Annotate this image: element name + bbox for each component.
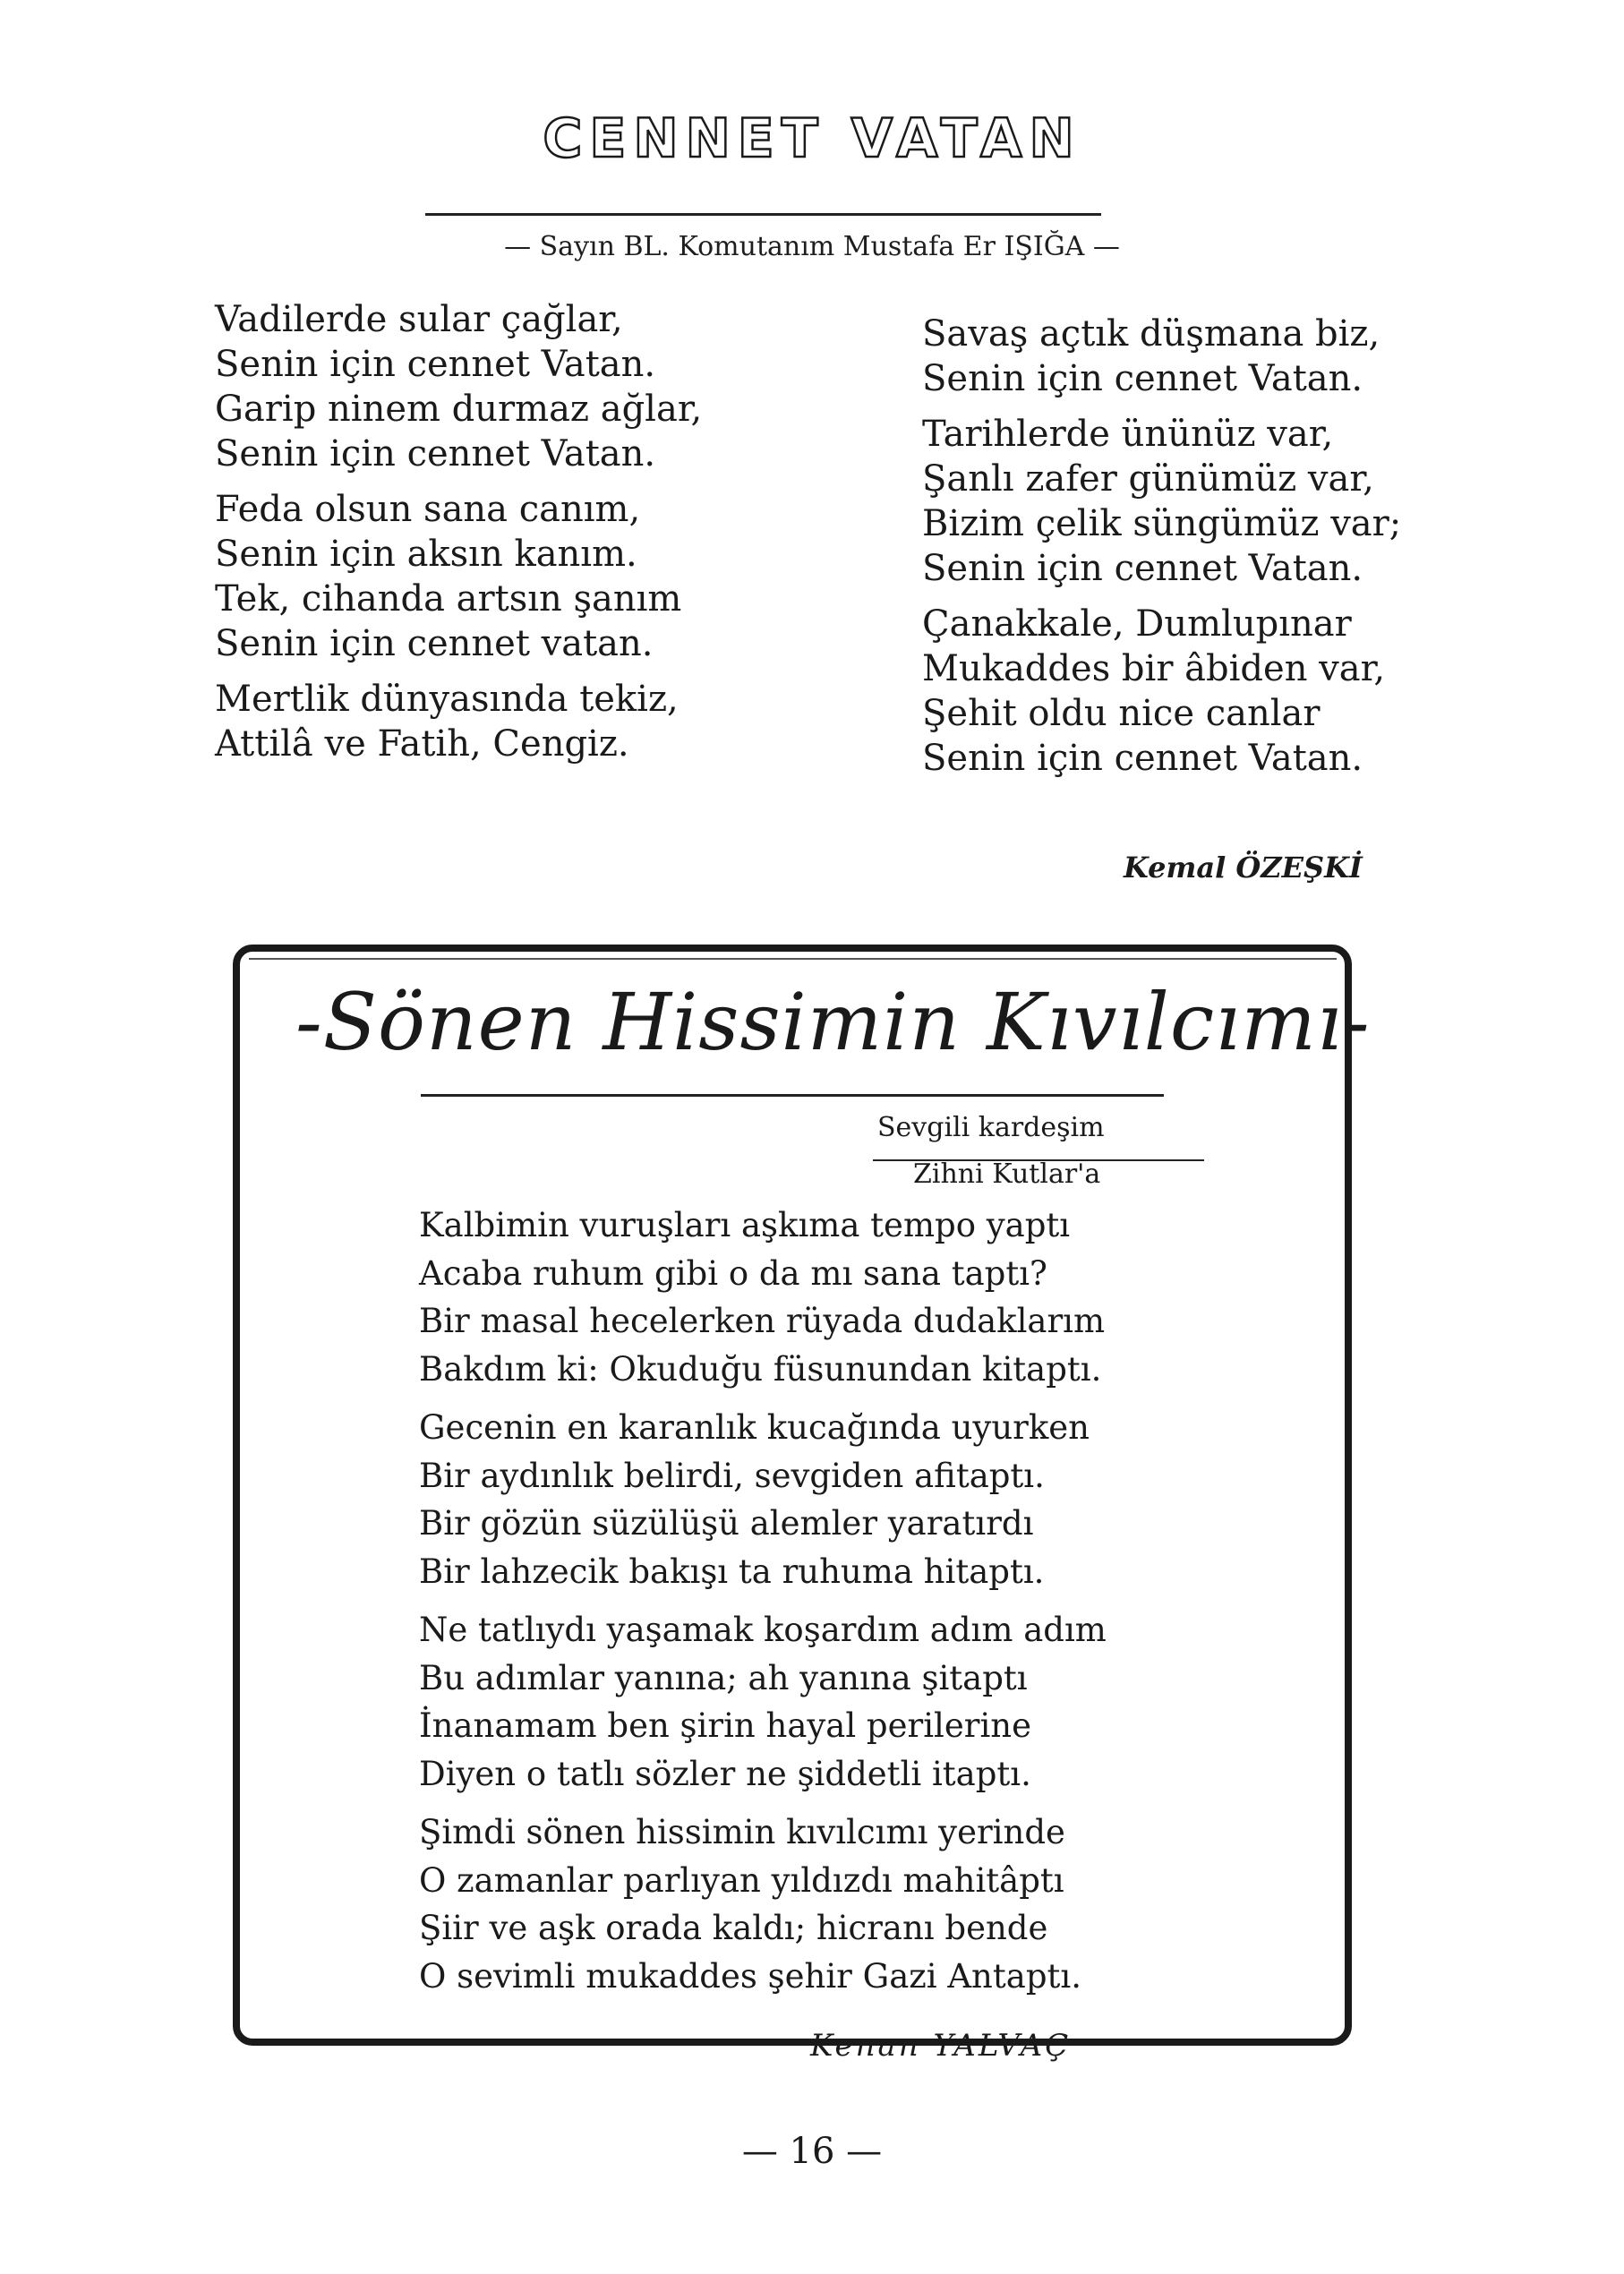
dedication-divider — [873, 1159, 1204, 1161]
verse-line: O zamanlar parlıyan yıldızdı mahitâptı — [419, 1860, 1064, 1900]
stanza — [922, 412, 1401, 591]
verse-line: Mukaddes bir âbiden var, — [922, 648, 1386, 689]
stanza — [419, 1606, 1107, 1798]
verse-line: Bir lahzecik bakışı ta ruhuma hitaptı. — [419, 1552, 1045, 1591]
verse-line: Senin için aksın kanım. — [215, 534, 637, 575]
poem-dedication — [877, 1105, 1105, 1198]
verse-line: Çanakkale, Dumlupınar — [922, 603, 1352, 645]
stanza — [215, 487, 702, 666]
title-divider — [425, 213, 1101, 216]
verse-line: Şehit oldu nice canlar — [922, 693, 1321, 734]
verse-line: Şanlı zafer günümüz var, — [922, 458, 1374, 500]
dedication-line: Sevgili kardeşim — [877, 1112, 1105, 1143]
stanza — [419, 1404, 1107, 1595]
dedication-line: Zihni Kutlar'a — [913, 1158, 1101, 1190]
stanza — [419, 1808, 1107, 2000]
verse-line: Feda olsun sana canım, — [215, 489, 641, 530]
framed-poem-body — [419, 1201, 1107, 2011]
verse-line: Garip ninem durmaz ağlar, — [215, 389, 703, 430]
poem-title-cennet-vatan: CENNET VATAN — [543, 107, 1081, 170]
poem-author: Kenan YALVAÇ — [810, 2028, 1072, 2064]
verse-line: İnanamam ben şirin hayal perilerine — [419, 1706, 1032, 1745]
verse-line: Bu adımlar yanına; ah yanına şitaptı — [419, 1658, 1028, 1697]
verse-line: O sevimli mukaddes şehir Gazi Antaptı. — [419, 1956, 1081, 1996]
verse-line: Diyen o tatlı sözler ne şiddetli itaptı. — [419, 1754, 1031, 1793]
verse-line: Senin için cennet Vatan. — [215, 344, 656, 385]
verse-line: Bir masal hecelerken rüyada dudaklarım — [419, 1302, 1106, 1340]
stanza — [922, 602, 1401, 781]
title-divider — [421, 1094, 1164, 1097]
verse-line: Bir gözün süzülüşü alemler yaratırdı — [419, 1504, 1034, 1543]
verse-line: Şimdi sönen hissimin kıvılcımı yerinde — [419, 1813, 1065, 1851]
page-number: — 16 — — [741, 2131, 883, 2172]
verse-line: Ne tatlıydı yaşamak koşardım adım adım — [419, 1611, 1107, 1649]
verse-line: Savaş açtık düşmana biz, — [922, 313, 1380, 355]
verse-line: Attilâ ve Fatih, Cengiz. — [215, 723, 629, 765]
verse-line: Senin için cennet Vatan. — [922, 358, 1363, 399]
stanza — [922, 312, 1401, 401]
poem-left-column — [215, 297, 702, 777]
verse-line: Acaba ruhum gibi o da mı sana taptı? — [419, 1253, 1047, 1293]
stanza — [215, 297, 702, 476]
poem-title-sonen-hissimin-kivilcimi: -Sönen Hissimin Kıvılcımı- — [295, 976, 1371, 1068]
verse-line: Bakdım ki: Okuduğu füsunundan kitaptı. — [419, 1349, 1102, 1389]
verse-line: Senin için cennet vatan. — [215, 623, 654, 664]
poem-dedication: — Sayın BL. Komutanım Mustafa Er IŞIĞA — — [504, 231, 1120, 262]
verse-line: Tek, cihanda artsın şanım — [215, 578, 682, 620]
stanza — [215, 677, 702, 766]
verse-line: Şiir ve aşk orada kaldı; hicranı bende — [419, 1909, 1048, 1947]
poem-right-column — [922, 312, 1401, 791]
verse-line: Vadilerde sular çağlar, — [215, 299, 623, 340]
stanza — [419, 1201, 1107, 1393]
poem-author: Kemal ÖZEŞKİ — [1124, 851, 1363, 885]
verse-line: Bizim çelik süngümüz var; — [922, 503, 1402, 544]
frame-inner-line — [249, 958, 1337, 960]
verse-line: Bir aydınlık belirdi, sevgiden afitaptı. — [419, 1456, 1045, 1495]
verse-line: Tarihlerde ününüz var, — [922, 414, 1334, 455]
verse-line: Gecenin en karanlık kucağında uyurken — [419, 1408, 1090, 1447]
verse-line: Kalbimin vuruşları aşkıma tempo yaptı — [419, 1206, 1071, 1244]
verse-line: Senin için cennet Vatan. — [922, 548, 1363, 589]
verse-line: Senin için cennet Vatan. — [922, 738, 1363, 779]
verse-line: Mertlik dünyasında tekiz, — [215, 679, 679, 720]
verse-line: Senin için cennet Vatan. — [215, 433, 656, 474]
